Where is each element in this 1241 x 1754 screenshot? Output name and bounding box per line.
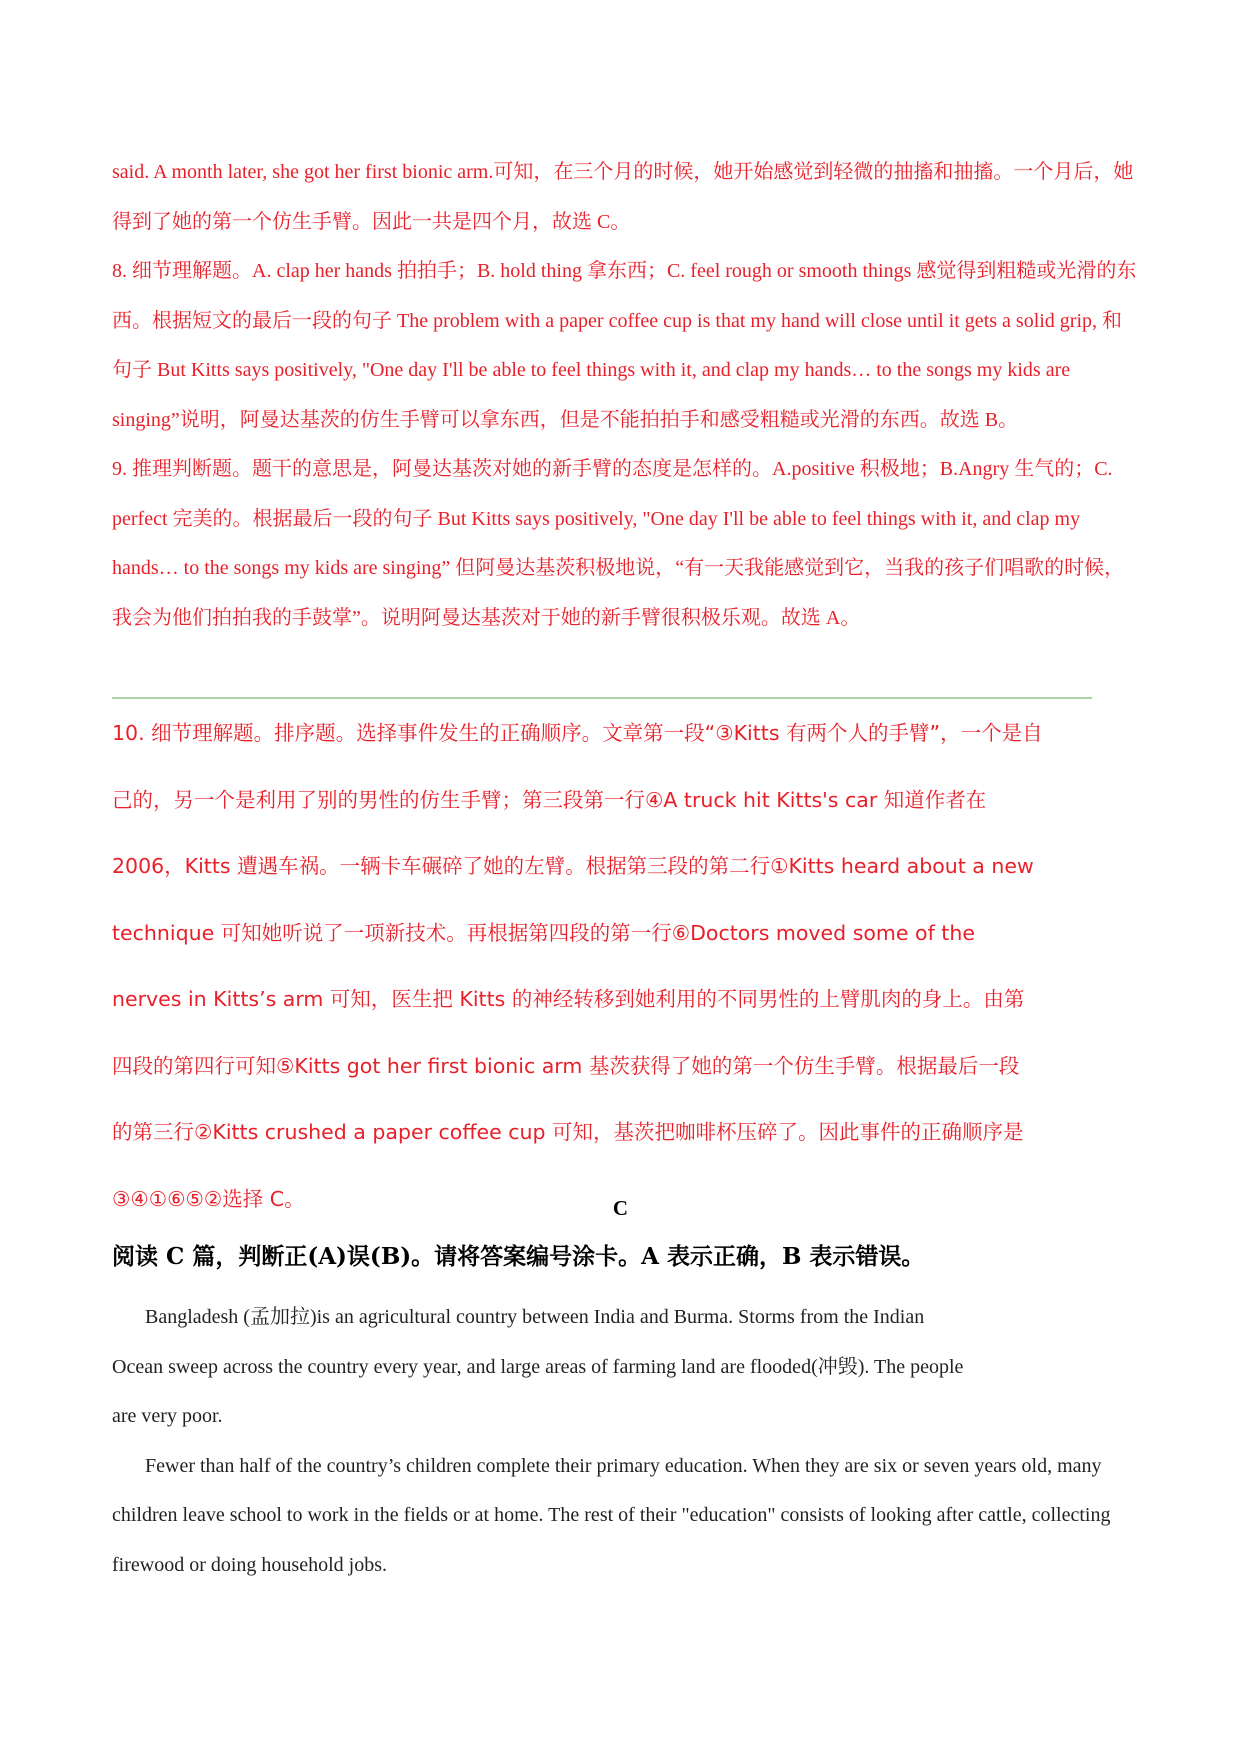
explanation-q10-line: 10. 细节理解题。排序题。选择事件发生的正确顺序。文章第一段“③Kitts 有两个人的手臂”，一个是自 — [112, 721, 1043, 745]
explanation-q10-line: 己的，另一个是利用了别的男性的仿生手臂；第三段第一行④A truck hit Kitts's car 知道作者在 — [112, 787, 987, 812]
passage-paragraph: Bangladesh (孟加拉)is an agricultural country between India and Burma. Storms from the Indian Ocean sweep across the country every year, and large areas of farming land are flooded(冲毁). The people are very poor. — [112, 1306, 964, 1427]
explanation-q10-line: 四段的第四行可知⑤Kitts got her first bionic arm 基茨获得了她的第一个仿生手臂。根据最后一段 — [112, 1053, 1020, 1078]
passage-paragraph: Fewer than half of the country’s children complete their primary education. When they are six or seven years old, many children leave school to work in the fields or at home. The rest of their "education" consists of looking after cattle, collecting firewood or doing household jobs. — [112, 1454, 1111, 1576]
section-instruction: 阅读 C 篇，判断正(A)误(B)。请将答案编号涂卡。A 表示正确，B 表示错误。 — [112, 1243, 925, 1270]
answer-explanations — [112, 148, 1142, 643]
explanation-q10-line: nerves in Kitts’s arm 可知，医生把 Kitts 的神经转移到她利用的不同男性的上臂肌肉的身上。由第 — [112, 987, 1025, 1011]
explanation-q7-tail: said. A month later, she got her first bionic arm.可知，在三个月的时候，她开始感觉到轻微的抽搐和抽搐。一个月后，她得到了她的第一个仿生手臂。因此一共是四个月，故选 C。 — [112, 161, 1134, 233]
explanation-q9: 9. 推理判断题。题干的意思是，阿曼达基茨对她的新手臂的态度是怎样的。A.positive 积极地；B.Angry 生气的；C. perfect 完美的。根据最后一段的句子 But Kitts says positively, "One day I'll be able to feel things with it, and clap my hands… to the songs my kids are singing” 但阿曼达基茨积极地说，“有一天我能感觉到它，当我的孩子们唱歌的时候，我会为他们拍拍我的手鼓掌”。说明阿曼达基茨对于她的新手臂很积极乐观。故选 A。 — [112, 458, 1125, 629]
explanation-q10-line: ③④①⑥⑤②选择 C。 — [112, 1186, 305, 1211]
explanation-q8: 8. 细节理解题。A. clap her hands 拍拍手；B. hold thing 拿东西；C. feel rough or smooth things 感觉得到粗糙或光滑的东西。根据短文的最后一段的句子 The problem with a paper coffee cup is that my hand will close until it gets a solid grip, 和句子 But Kitts says positively, "One day I'll be able to feel things with it, and clap my hands… to the songs my kids are singing”说明，阿曼达基茨的仿生手臂可以拿东西，但是不能拍拍手和感受粗糙或光滑的东西。故选 B。 — [112, 260, 1137, 431]
explanation-q10 — [112, 700, 1142, 1232]
explanation-q10-line: technique 可知她听说了一项新技术。再根据第四段的第一行⑥Doctors moved some of the — [112, 920, 975, 945]
explanation-q10-line: 的第三行②Kitts crushed a paper coffee cup 可知，基茨把咖啡杯压碎了。因此事件的正确顺序是 — [112, 1120, 1024, 1144]
section-heading: C — [612, 1196, 629, 1220]
reading-passage — [112, 1293, 1134, 1590]
divider-line — [112, 697, 1092, 699]
explanation-q10-line: 2006，Kitts 遭遇车祸。一辆卡车碾碎了她的左臂。根据第三段的第二行①Kitts heard about a new — [112, 854, 1034, 878]
